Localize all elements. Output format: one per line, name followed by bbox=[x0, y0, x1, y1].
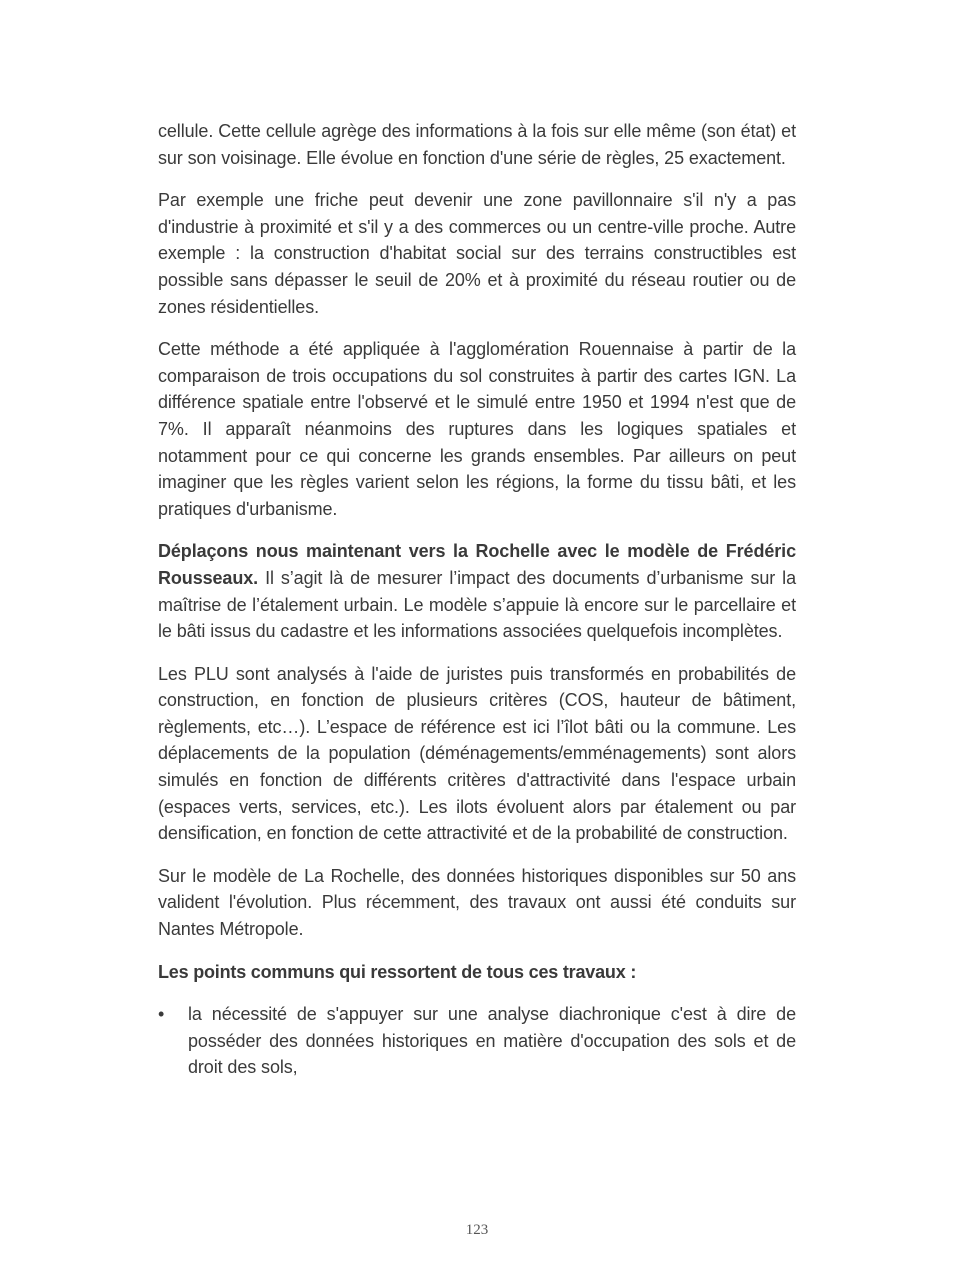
bullet-icon: • bbox=[158, 1004, 165, 1025]
paragraph-la-rochelle-lead: Déplaçons nous maintenant vers la Rochelle avec le modèle de Frédéric Rousseaux. bbox=[158, 541, 796, 588]
list-item bbox=[158, 1001, 796, 1081]
paragraph-cellule: cellule. Cette cellule agrège des informations à la fois sur elle même (son état) et sur son voisinage. Elle évolue en fonction d'une série de règles, 25 exactement. bbox=[158, 121, 796, 168]
page-number: 123 bbox=[465, 1222, 489, 1238]
section-heading-common-points: Les points communs qui ressortent de tous ces travaux : bbox=[158, 961, 637, 982]
paragraph-friche-example: Par exemple une friche peut devenir une zone pavillonnaire s'il n'y a pas d'industrie à proximité et s'il y a des commerces ou un centre-ville proche. Autre exemple : la construction d'habitat social sur des terrains constructibles est possible sans dépasser le seuil de 20% et à proximité du réseau routier ou de zones résidentielles. bbox=[158, 190, 796, 317]
paragraph-la-rochelle bbox=[158, 538, 796, 644]
paragraph-rouen-method: Cette méthode a été appliquée à l'agglomération Rouennaise à partir de la comparaison de trois occupations du sol construites à partir des cartes IGN. La différence spatiale entre l'observé et le simulé entre 1950 et 1994 n'est que de 7%. Il apparaît néanmoins des ruptures dans les logiques spatiales et notamment pour ce qui concerne les grands ensembles. Par ailleurs on peut imaginer que les règles varient selon les régions, la forme du tissu bâti, et les pratiques d'urbanisme. bbox=[158, 339, 796, 519]
paragraph-nantes: Sur le modèle de La Rochelle, des données historiques disponibles sur 50 ans valident l'évolution. Plus récemment, des travaux ont aussi été conduits sur Nantes Métropole. bbox=[158, 865, 796, 940]
document-body bbox=[158, 118, 796, 1081]
paragraph-la-rochelle-text: Il s’agit là de mesurer l’impact des documents d’urbanisme sur la maîtrise de l’étalement urbain. Le modèle s’appuie là encore sur le parcellaire et le bâti issus du cadastre et les informations associées quelquefois incomplètes. bbox=[158, 567, 796, 642]
paragraph-plu: Les PLU sont analysés à l'aide de juristes puis transformés en probabilités de construction, en fonction de plusieurs critères (COS, hauteur de bâtiment, règlements, etc…). L’espace de référence est ici l’îlot bâti ou la commune. Les déplacements de la population (déménagements/emménagements) sont alors simulés en fonction de différents critères d'attractivité dans l'espace urbain (espaces verts, services, etc.). Les ilots évoluent alors par étalement ou par densification, en fonction de cette attractivité et de la probabilité de construction. bbox=[158, 663, 796, 844]
list-item-text: la nécessité de s'appuyer sur une analyse diachronique c'est à dire de posséder des données historiques en matière d'occupation des sols et de droit des sols, bbox=[188, 1004, 796, 1078]
